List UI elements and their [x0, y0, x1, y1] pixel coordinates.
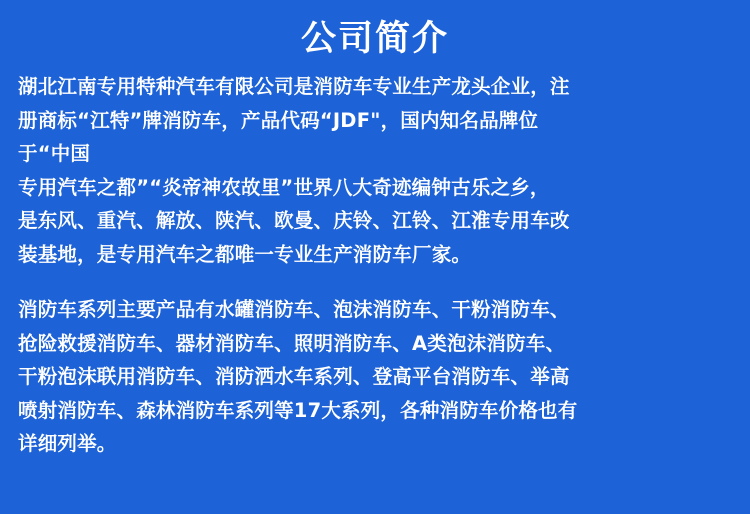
text-line: 抢险救援消防车、器材消防车、照明消防车、A类泡沫消防车、: [18, 331, 566, 355]
paragraph-intro: [18, 70, 732, 271]
text-line: 消防车系列主要产品有水罐消防车、泡沫消防车、干粉消防车、: [18, 298, 570, 322]
text-line: 是东风、重汽、解放、陕汽、欧曼、庆铃、江铃、江淮专用车改: [18, 209, 570, 233]
text-line: 装基地，是专用汽车之都唯一专业生产消防车厂家。: [18, 242, 472, 266]
page-title: 公司简介: [300, 19, 449, 59]
text-line: 册商标“江特”牌消防车，产品代码“JDF"，国内知名品牌位: [18, 108, 539, 132]
text-line: 于“中国: [18, 142, 91, 166]
text-line: 详细列举。: [18, 432, 117, 456]
text-line: 专用汽车之都”“炎帝神农故里”世界八大奇迹编钟古乐之乡，: [18, 175, 550, 199]
text-line: 喷射消防车、森林消防车系列等17大系列，各种消防车价格也有: [18, 398, 578, 422]
text-line: 干粉泡沫联用消防车、消防洒水车系列、登高平台消防车、举高: [18, 365, 570, 389]
paragraph-products: [18, 293, 732, 461]
text-line: 湖北江南专用特种汽车有限公司是消防车专业生产龙头企业，注: [18, 75, 570, 98]
document-body: [18, 70, 732, 461]
